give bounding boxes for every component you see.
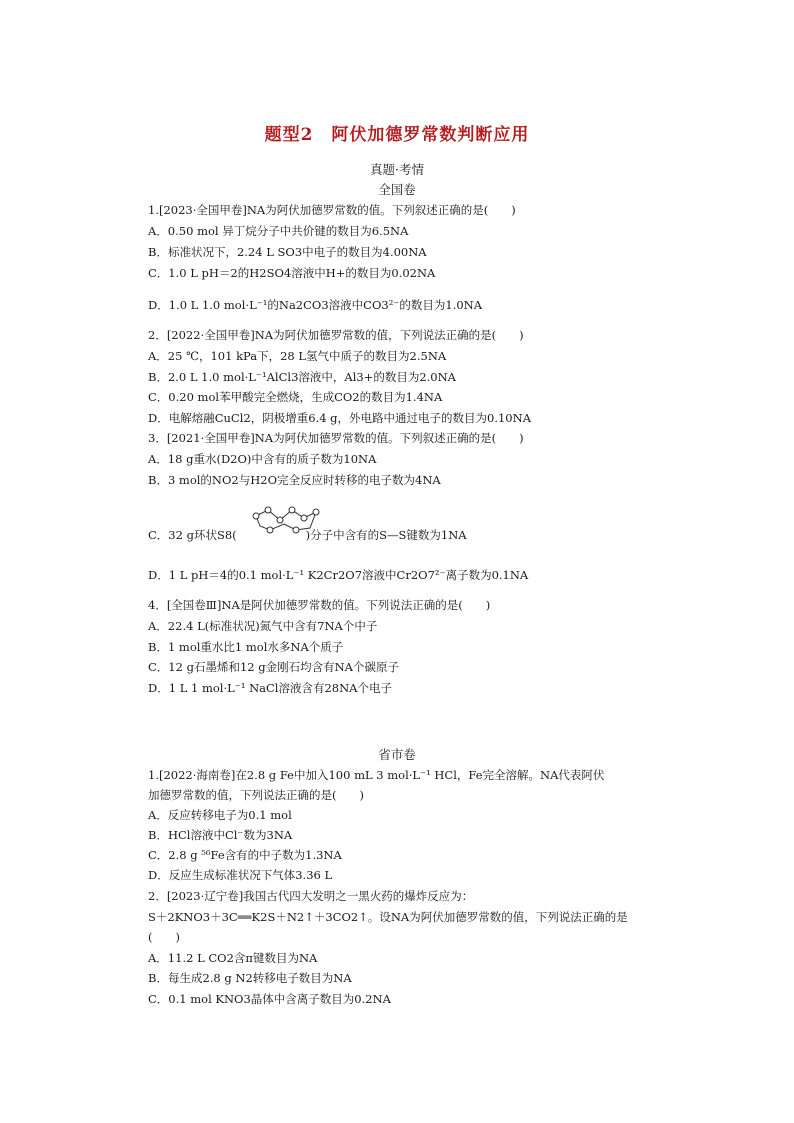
question-option: A．11.2 L CO2含π键数目为NA — [148, 951, 318, 965]
question-option: A．0.50 mol 异丁烷分子中共价键的数目为6.5NA — [148, 224, 409, 238]
question-option: D．1 L pH＝4的0.1 mol·L⁻¹ K2Cr2O7溶液中Cr2O7²⁻离子数为0.1NA — [148, 568, 529, 582]
question-option: C．32 g环状S8( )分子中含有的S—S键数为1NA — [148, 528, 467, 542]
page-title: 题型2 阿伏加德罗常数判断应用 — [264, 125, 530, 145]
question-option: A．18 g重水(D2O)中含有的质子数为10NA — [148, 452, 377, 466]
question-option: A．25 ℃，101 kPa下，28 L氢气中质子的数目为2.5NA — [148, 349, 447, 363]
question-option: D．反应生成标准状况下气体3.36 L — [148, 868, 333, 882]
question-stem: 4．[全国卷Ⅲ]NA是阿伏加德罗常数的值。下列说法正确的是( ) — [148, 598, 491, 612]
section-heading: 真题·考情 — [370, 162, 424, 177]
question-option: C．12 g石墨烯和12 g金刚石均含有NA个碳原子 — [148, 660, 399, 674]
question-option: B．标准状况下，2.24 L SO3中电子的数目为4.00NA — [148, 245, 427, 259]
subsection-national: 全国卷 — [378, 182, 416, 197]
question-option: A．22.4 L(标准状况)氮气中含有7NA个中子 — [148, 619, 378, 633]
question-stem: 2．[2023·辽宁卷]我国古代四大发明之一黑火药的爆炸反应为： — [148, 889, 474, 903]
question-option: D．电解熔融CuCl2，阴极增重6.4 g，外电路中通过电子的数目为0.10NA — [148, 411, 531, 425]
question-stem: 2．[2022·全国甲卷]NA为阿伏加德罗常数的值，下列说法正确的是( ) — [148, 328, 524, 342]
subsection-provincial: 省市卷 — [378, 747, 416, 762]
question-stem: 1.[2023·全国甲卷]NA为阿伏加德罗常数的值。下列叙述正确的是( ) — [148, 203, 516, 217]
answer-parentheses: ( ) — [148, 930, 180, 944]
question-option: B．每生成2.8 g N2转移电子数目为NA — [148, 971, 352, 985]
question-option: B．1 mol重水比1 mol水多NA个质子 — [148, 640, 344, 654]
question-option: C．2.8 g ⁵⁶Fe含有的中子数为1.3NA — [148, 848, 342, 862]
question-option: A．反应转移电子为0.1 mol — [148, 808, 292, 822]
question-stem-continued: 加德罗常数的值，下列说法正确的是( ) — [148, 788, 364, 802]
question-stem: 1.[2022·海南卷]在2.8 g Fe中加入100 mL 3 mol·L⁻¹ HCl，Fe完全溶解。NA代表阿伏 — [148, 768, 605, 782]
question-stem: 3．[2021·全国甲卷]NA为阿伏加德罗常数的值。下列叙述正确的是( ) — [148, 431, 524, 445]
reaction-equation: S＋2KNO3＋3C══K2S＋N2↑＋3CO2↑。设NA为阿伏加德罗常数的值，下列说法正确的是 — [148, 910, 628, 924]
question-option: B．2.0 L 1.0 mol·L⁻¹AlCl3溶液中，Al3+的数目为2.0NA — [148, 370, 456, 384]
question-option: C．0.20 mol苯甲酸完全燃烧，生成CO2的数目为1.4NA — [148, 390, 443, 404]
question-option: D．1.0 L 1.0 mol·L⁻¹的Na2CO3溶液中CO3²⁻的数目为1.0NA — [148, 298, 483, 312]
question-option: B．3 mol的NO2与H2O完全反应时转移的电子数为4NA — [148, 473, 441, 487]
question-option: B．HCl溶液中Cl⁻数为3NA — [148, 828, 293, 842]
question-option: D．1 L 1 mol·L⁻¹ NaCl溶液含有28NA个电子 — [148, 681, 392, 695]
question-option: C．1.0 L pH＝2的H2SO4溶液中H+的数目为0.02NA — [148, 266, 436, 280]
question-option: C．0.1 mol KNO3晶体中含离子数目为0.2NA — [148, 992, 391, 1006]
